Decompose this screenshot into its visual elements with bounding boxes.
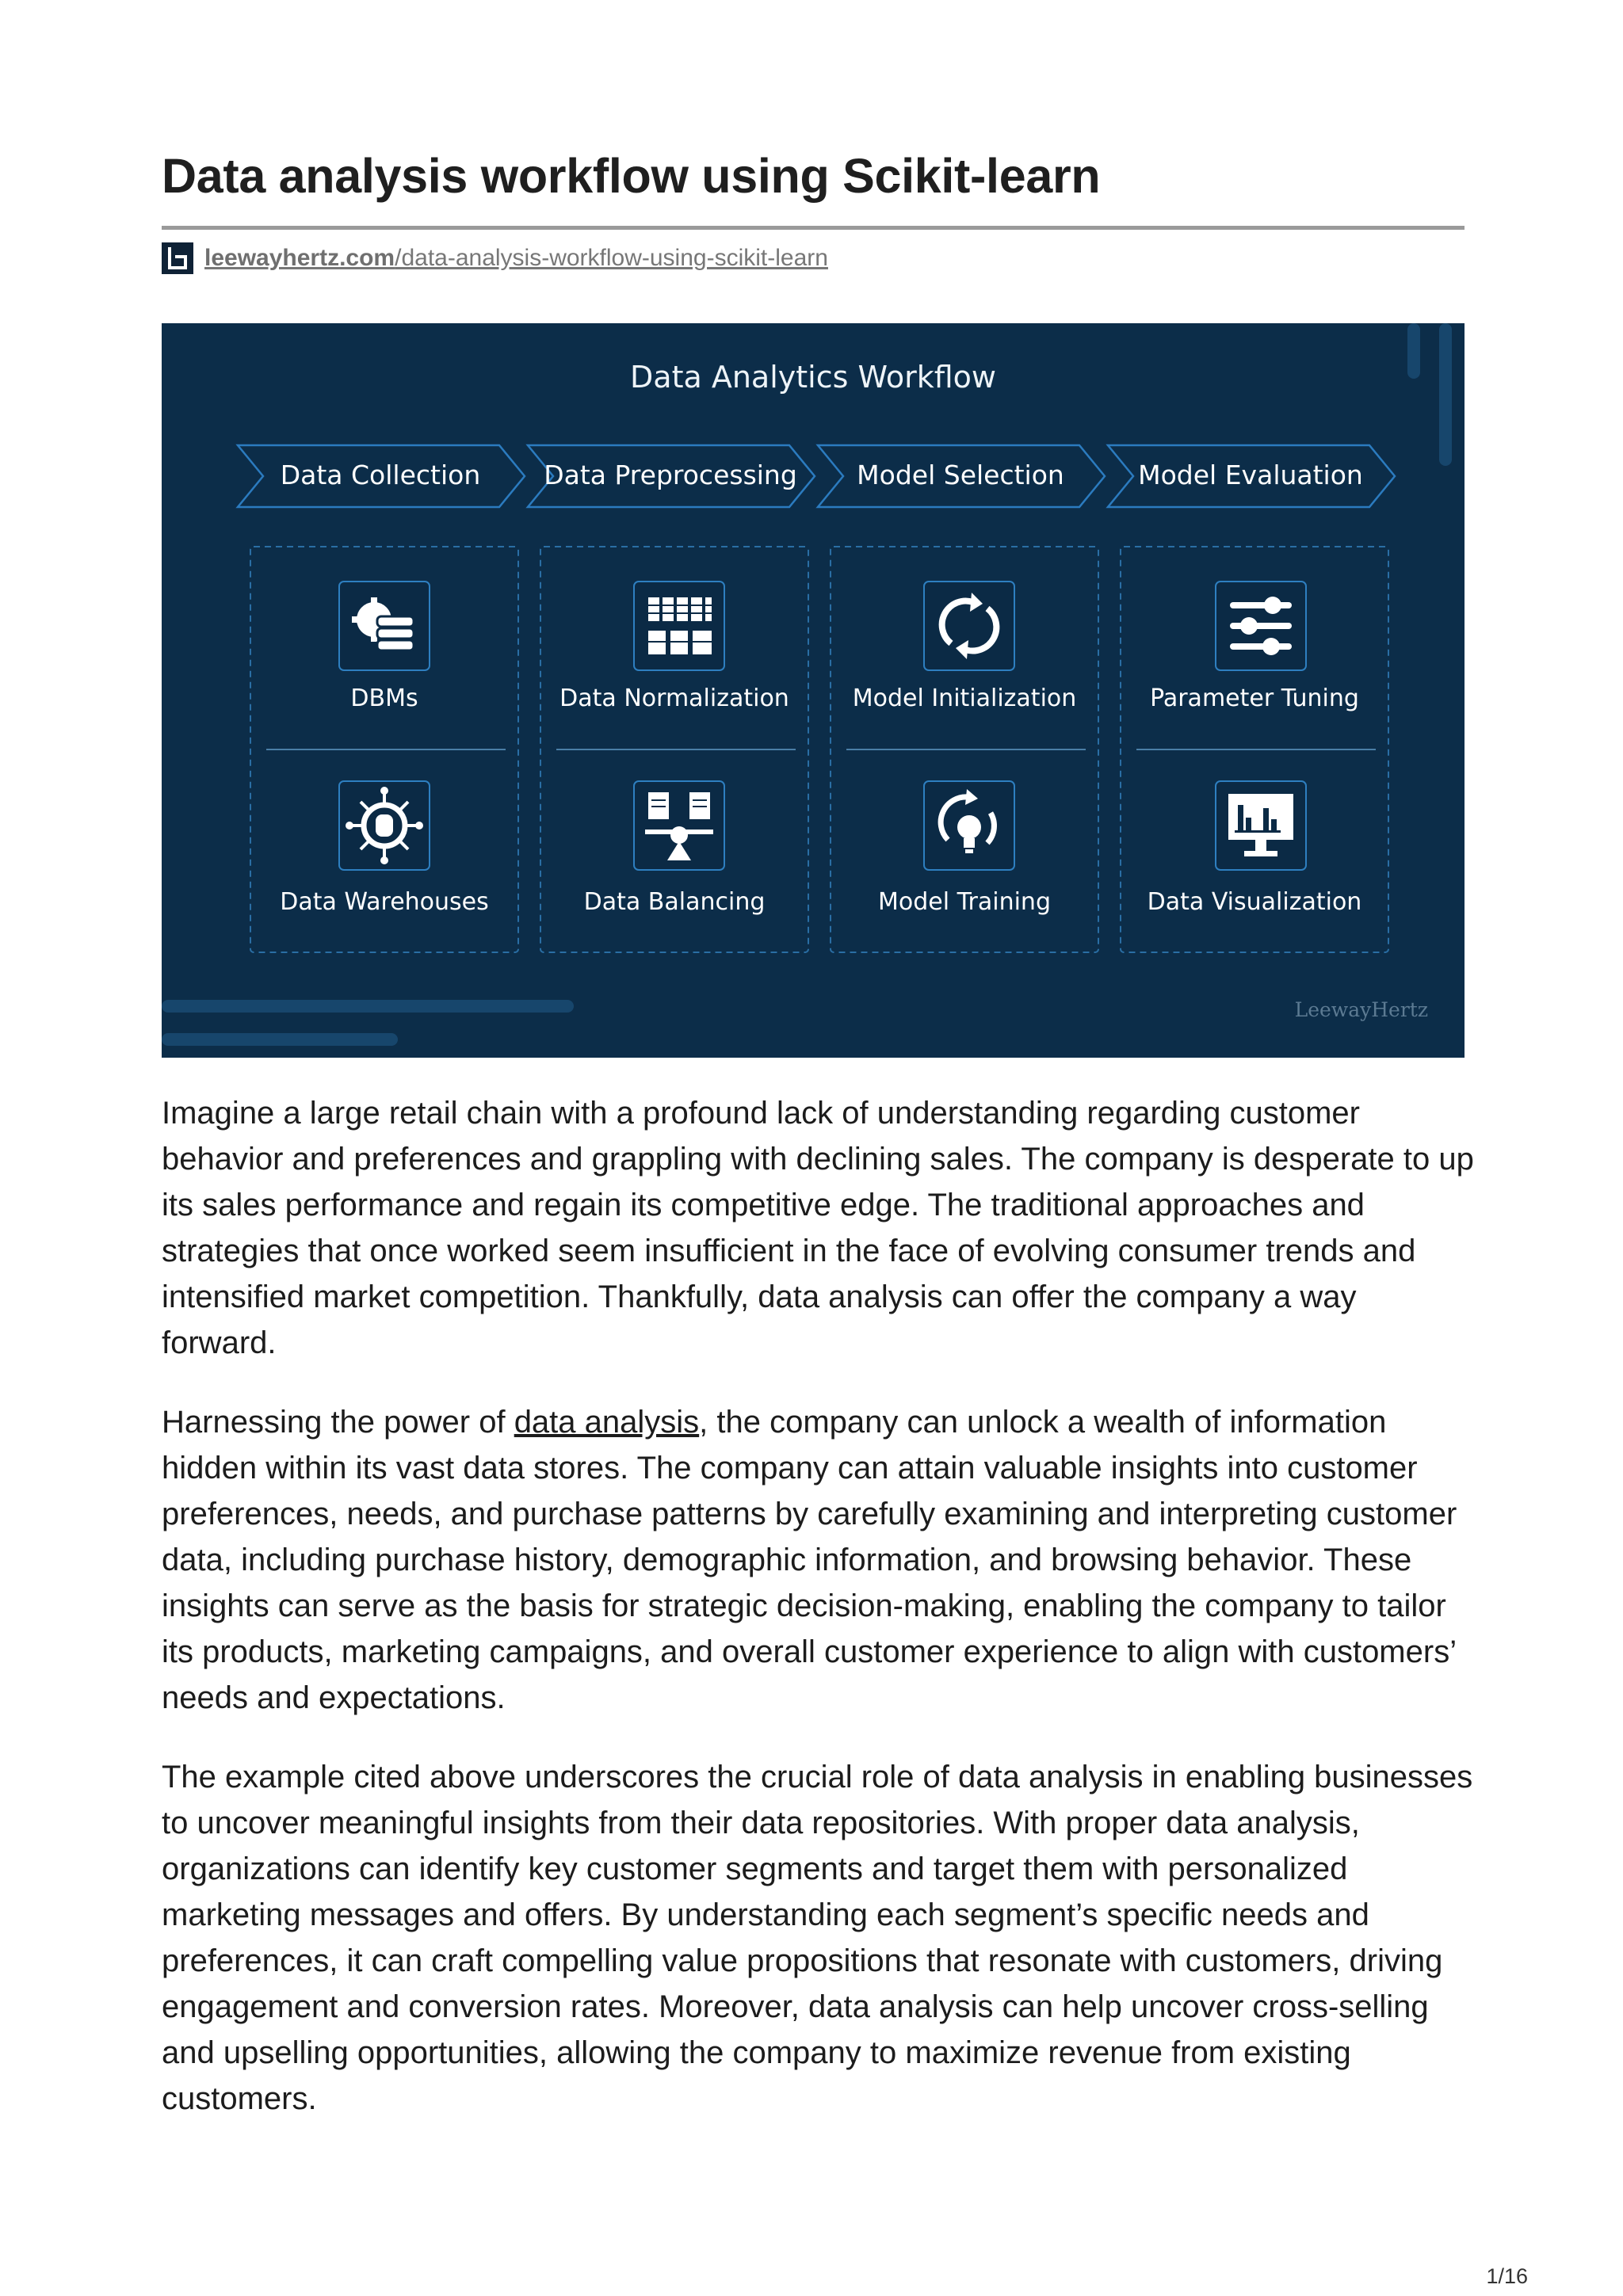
figure-title: Data Analytics Workflow	[630, 360, 996, 395]
paragraph-text: Harnessing the power of	[162, 1405, 514, 1440]
title-divider	[162, 226, 1465, 230]
stage-label-model-selection: Model Selection	[857, 460, 1064, 490]
data-analysis-link[interactable]: data analysis	[514, 1405, 700, 1440]
item-label-model-training: Model Training	[878, 888, 1051, 916]
page-number: 1/16	[1486, 2264, 1528, 2288]
data-balancing-icon	[634, 781, 724, 870]
paragraph-harnessing	[162, 1399, 1477, 1721]
figure-watermark: LeewayHertz	[1294, 998, 1428, 1021]
stage-label-data-preprocessing: Data Preprocessing	[544, 460, 797, 490]
paragraph-example: The example cited above underscores the crucial role of data analysis in enabling businesses to uncover meaningful insights from their data repositories. With proper data analysis, organizations can identify key customer segments and target them with personalized marketing messages and offers. By understanding each segment’s specific needs and preferences, it can craft compelling value propositions that resonate with customers, driving engagement and conversion rates. Moreover, data analysis can help uncover cross-selling and upselling opportunities, allowing the company to maximize revenue from existing customers.	[162, 1760, 1473, 2116]
source-link[interactable]	[204, 245, 828, 272]
decor-bar-4	[1439, 323, 1452, 466]
training-bulb-icon	[924, 781, 1014, 870]
item-label-parameter-tuning: Parameter Tuning	[1150, 685, 1359, 712]
source-row	[162, 242, 828, 274]
item-label-data-warehouses: Data Warehouses	[280, 888, 489, 916]
item-label-data-normalization: Data Normalization	[559, 685, 789, 712]
item-label-data-balancing: Data Balancing	[583, 888, 766, 916]
stage-label-model-evaluation: Model Evaluation	[1138, 460, 1363, 490]
data-normalization-icon	[634, 582, 724, 670]
refresh-cycle-icon	[924, 582, 1014, 670]
source-path: /data-analysis-workflow-using-scikit-learn	[395, 245, 828, 271]
item-label-dbms: DBMs	[350, 685, 418, 712]
paragraph-intro: Imagine a large retail chain with a profound lack of understanding regarding customer behavior and preferences and grappling with declining sales. The company is desperate to up its sales performance and regain its competitive edge. The traditional approaches and strategies that once worked seem insufficient in the face of evolving consumer trends and intensified market competition. Thankfully, data analysis can offer the company a way forward.	[162, 1096, 1474, 1360]
sliders-icon	[1216, 582, 1306, 670]
stage-label-data-collection: Data Collection	[280, 460, 481, 490]
database-gear-icon	[339, 582, 430, 670]
leewayhertz-logo-icon	[162, 242, 193, 274]
source-domain: leewayhertz.com	[204, 245, 395, 271]
data-warehouse-icon	[339, 781, 430, 870]
page-title: Data analysis workflow using Scikit-learn	[162, 149, 1101, 203]
monitor-chart-icon	[1216, 781, 1306, 870]
paragraph-text: , the company can unlock a wealth of information hidden within its vast data stores. The company can attain valuable insights into customer preferences, needs, and purchase patterns by carefully examining and interpreting customer data, including purchase history, demographic information, and browsing behavior. These insights can serve as the basis for strategic decision-making, enabling the company to tailor its products, marketing campaigns, and overall customer experience to align with customers’ needs and expectations.	[162, 1405, 1457, 1715]
workflow-figure	[162, 323, 1465, 1058]
item-label-model-initialization: Model Initialization	[852, 685, 1077, 712]
decor-bar-2	[162, 1033, 398, 1046]
decor-bar-1	[162, 1000, 574, 1013]
item-label-data-visualization: Data Visualization	[1147, 888, 1362, 916]
